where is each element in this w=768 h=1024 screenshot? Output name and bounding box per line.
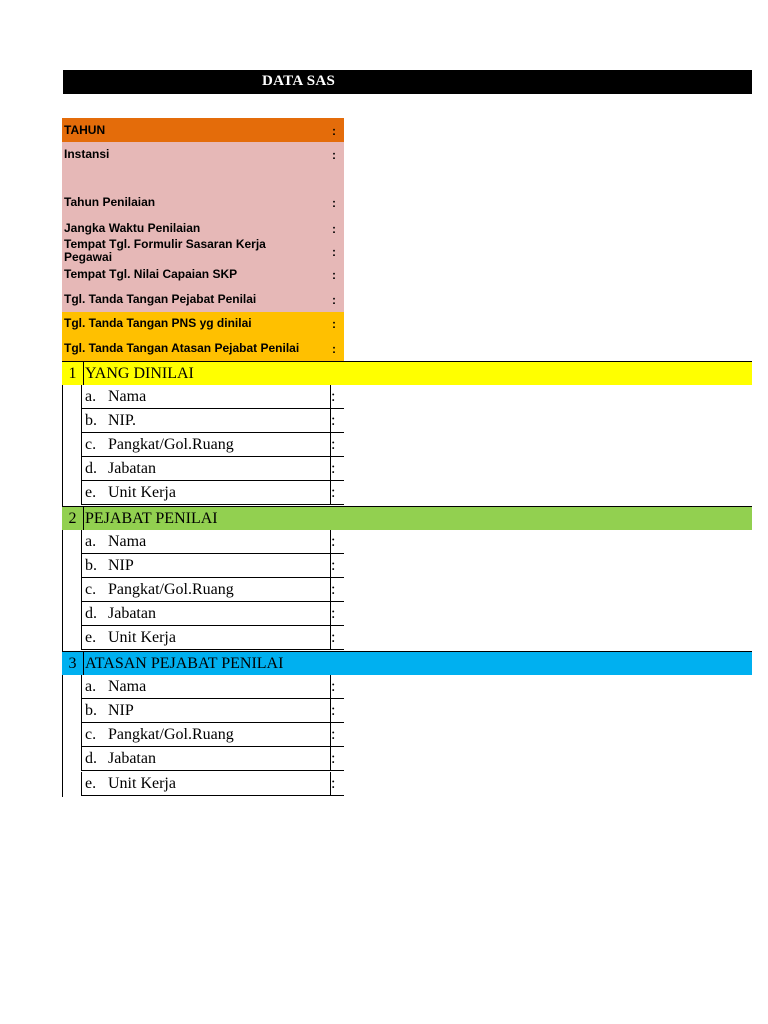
field-row[interactable] xyxy=(81,385,344,409)
title-bar xyxy=(63,70,752,94)
field-row[interactable] xyxy=(81,723,344,747)
field-colon: : xyxy=(331,436,336,453)
info-label: Jangka Waktu Penilaian xyxy=(64,221,201,235)
field-colon: : xyxy=(331,412,336,429)
field-letter: b. xyxy=(85,557,97,574)
info-label: Instansi xyxy=(64,147,110,161)
field-colon-cell xyxy=(330,457,336,480)
info-row-ttd-atasan[interactable] xyxy=(62,337,344,361)
section-title: ATASAN PEJABAT PENILAI xyxy=(85,655,284,672)
info-label: TAHUN xyxy=(64,123,106,137)
info-row-instansi[interactable] xyxy=(62,142,344,190)
field-label: Nama xyxy=(108,388,147,405)
field-colon-cell xyxy=(330,675,336,698)
field-label: Pangkat/Gol.Ruang xyxy=(108,581,234,598)
field-colon-cell xyxy=(330,385,336,408)
section-header-atasan-pejabat-penilai xyxy=(62,651,752,675)
field-row[interactable] xyxy=(81,747,344,771)
section-header-pejabat-penilai xyxy=(62,506,752,530)
table-left-border xyxy=(62,361,63,797)
field-letter: e. xyxy=(85,484,97,501)
field-letter: d. xyxy=(85,460,97,477)
info-row-tahun[interactable] xyxy=(62,118,344,142)
info-row-tahun-penilaian[interactable] xyxy=(62,190,344,214)
info-colon: : xyxy=(332,222,336,236)
field-label: Jabatan xyxy=(108,605,156,622)
field-row[interactable] xyxy=(81,530,344,554)
field-row[interactable] xyxy=(81,626,344,650)
field-label: Jabatan xyxy=(108,460,156,477)
field-row[interactable] xyxy=(81,554,344,578)
field-label: Unit Kerja xyxy=(108,484,176,501)
info-row-tempat-tgl-nilai[interactable] xyxy=(62,264,344,288)
info-colon: : xyxy=(332,124,336,138)
info-label: Tgl. Tanda Tangan Pejabat Penilai xyxy=(64,292,257,306)
field-letter: c. xyxy=(85,436,97,453)
field-colon: : xyxy=(331,557,336,574)
section-title: PEJABAT PENILAI xyxy=(85,510,218,527)
field-letter: a. xyxy=(85,388,97,405)
info-colon: : xyxy=(332,342,336,356)
field-label: Unit Kerja xyxy=(108,629,176,646)
section-number: 1 xyxy=(62,362,84,385)
field-colon-cell xyxy=(330,699,336,722)
info-row-jangka-waktu[interactable] xyxy=(62,214,344,238)
field-colon-cell xyxy=(330,626,336,649)
field-label: Pangkat/Gol.Ruang xyxy=(108,726,234,743)
info-colon: : xyxy=(332,148,336,162)
field-colon: : xyxy=(331,605,336,622)
field-label: NIP. xyxy=(108,412,137,429)
field-colon-cell xyxy=(330,433,336,456)
info-label: Tempat Tgl. Nilai Capaian SKP xyxy=(64,267,238,281)
field-colon: : xyxy=(331,388,336,405)
field-colon-cell xyxy=(330,409,336,432)
info-colon: : xyxy=(332,317,336,331)
info-label: Tgl. Tanda Tangan Atasan Pejabat Penilai xyxy=(64,341,300,355)
field-colon-cell xyxy=(330,772,336,795)
field-letter: e. xyxy=(85,629,97,646)
info-row-tempat-tgl-formulir[interactable] xyxy=(62,238,344,264)
field-colon: : xyxy=(331,629,336,646)
field-row[interactable] xyxy=(81,699,344,723)
info-label: Tgl. Tanda Tangan PNS yg dinilai xyxy=(64,316,252,330)
field-row[interactable] xyxy=(81,578,344,602)
field-label: Nama xyxy=(108,678,147,695)
field-colon-cell xyxy=(330,481,336,504)
field-row[interactable] xyxy=(81,409,344,433)
section-number: 2 xyxy=(62,507,84,530)
field-row[interactable] xyxy=(81,675,344,699)
field-colon: : xyxy=(331,533,336,550)
field-row[interactable] xyxy=(81,602,344,626)
field-colon-cell xyxy=(330,530,336,553)
info-colon: : xyxy=(332,293,336,307)
page-title: DATA SAS xyxy=(262,73,336,89)
field-colon: : xyxy=(331,775,336,792)
info-colon: : xyxy=(332,245,336,259)
section-number: 3 xyxy=(62,652,84,675)
info-label: Tempat Tgl. Formulir Sasaran Kerja Pegawai xyxy=(64,237,266,264)
field-colon: : xyxy=(331,726,336,743)
field-letter: a. xyxy=(85,678,97,695)
field-label: Unit Kerja xyxy=(108,775,176,792)
field-letter: e. xyxy=(85,775,97,792)
field-colon: : xyxy=(331,484,336,501)
info-colon: : xyxy=(332,196,336,210)
field-label: Jabatan xyxy=(108,750,156,767)
field-colon: : xyxy=(331,750,336,767)
field-letter: d. xyxy=(85,605,97,622)
field-row[interactable] xyxy=(81,772,344,796)
field-label: Nama xyxy=(108,533,147,550)
field-colon-cell xyxy=(330,602,336,625)
info-row-ttd-pns[interactable] xyxy=(62,312,344,337)
section-header-yang-dinilai xyxy=(62,361,752,385)
field-label: NIP xyxy=(108,557,134,574)
field-colon: : xyxy=(331,702,336,719)
field-colon-cell xyxy=(330,554,336,577)
field-colon: : xyxy=(331,581,336,598)
field-row[interactable] xyxy=(81,457,344,481)
field-label: Pangkat/Gol.Ruang xyxy=(108,436,234,453)
field-letter: c. xyxy=(85,581,97,598)
field-row[interactable] xyxy=(81,481,344,505)
field-letter: d. xyxy=(85,750,97,767)
field-letter: a. xyxy=(85,533,97,550)
info-colon: : xyxy=(332,268,336,282)
section-title: YANG DINILAI xyxy=(85,365,194,382)
field-letter: b. xyxy=(85,412,97,429)
field-colon-cell xyxy=(330,747,336,770)
field-colon-cell xyxy=(330,723,336,746)
field-letter: c. xyxy=(85,726,97,743)
field-colon: : xyxy=(331,460,336,477)
field-letter: b. xyxy=(85,702,97,719)
info-label: Tahun Penilaian xyxy=(64,195,156,209)
field-colon: : xyxy=(331,678,336,695)
info-row-ttd-pejabat-penilai[interactable] xyxy=(62,288,344,312)
field-label: NIP xyxy=(108,702,134,719)
field-colon-cell xyxy=(330,578,336,601)
field-row[interactable] xyxy=(81,433,344,457)
